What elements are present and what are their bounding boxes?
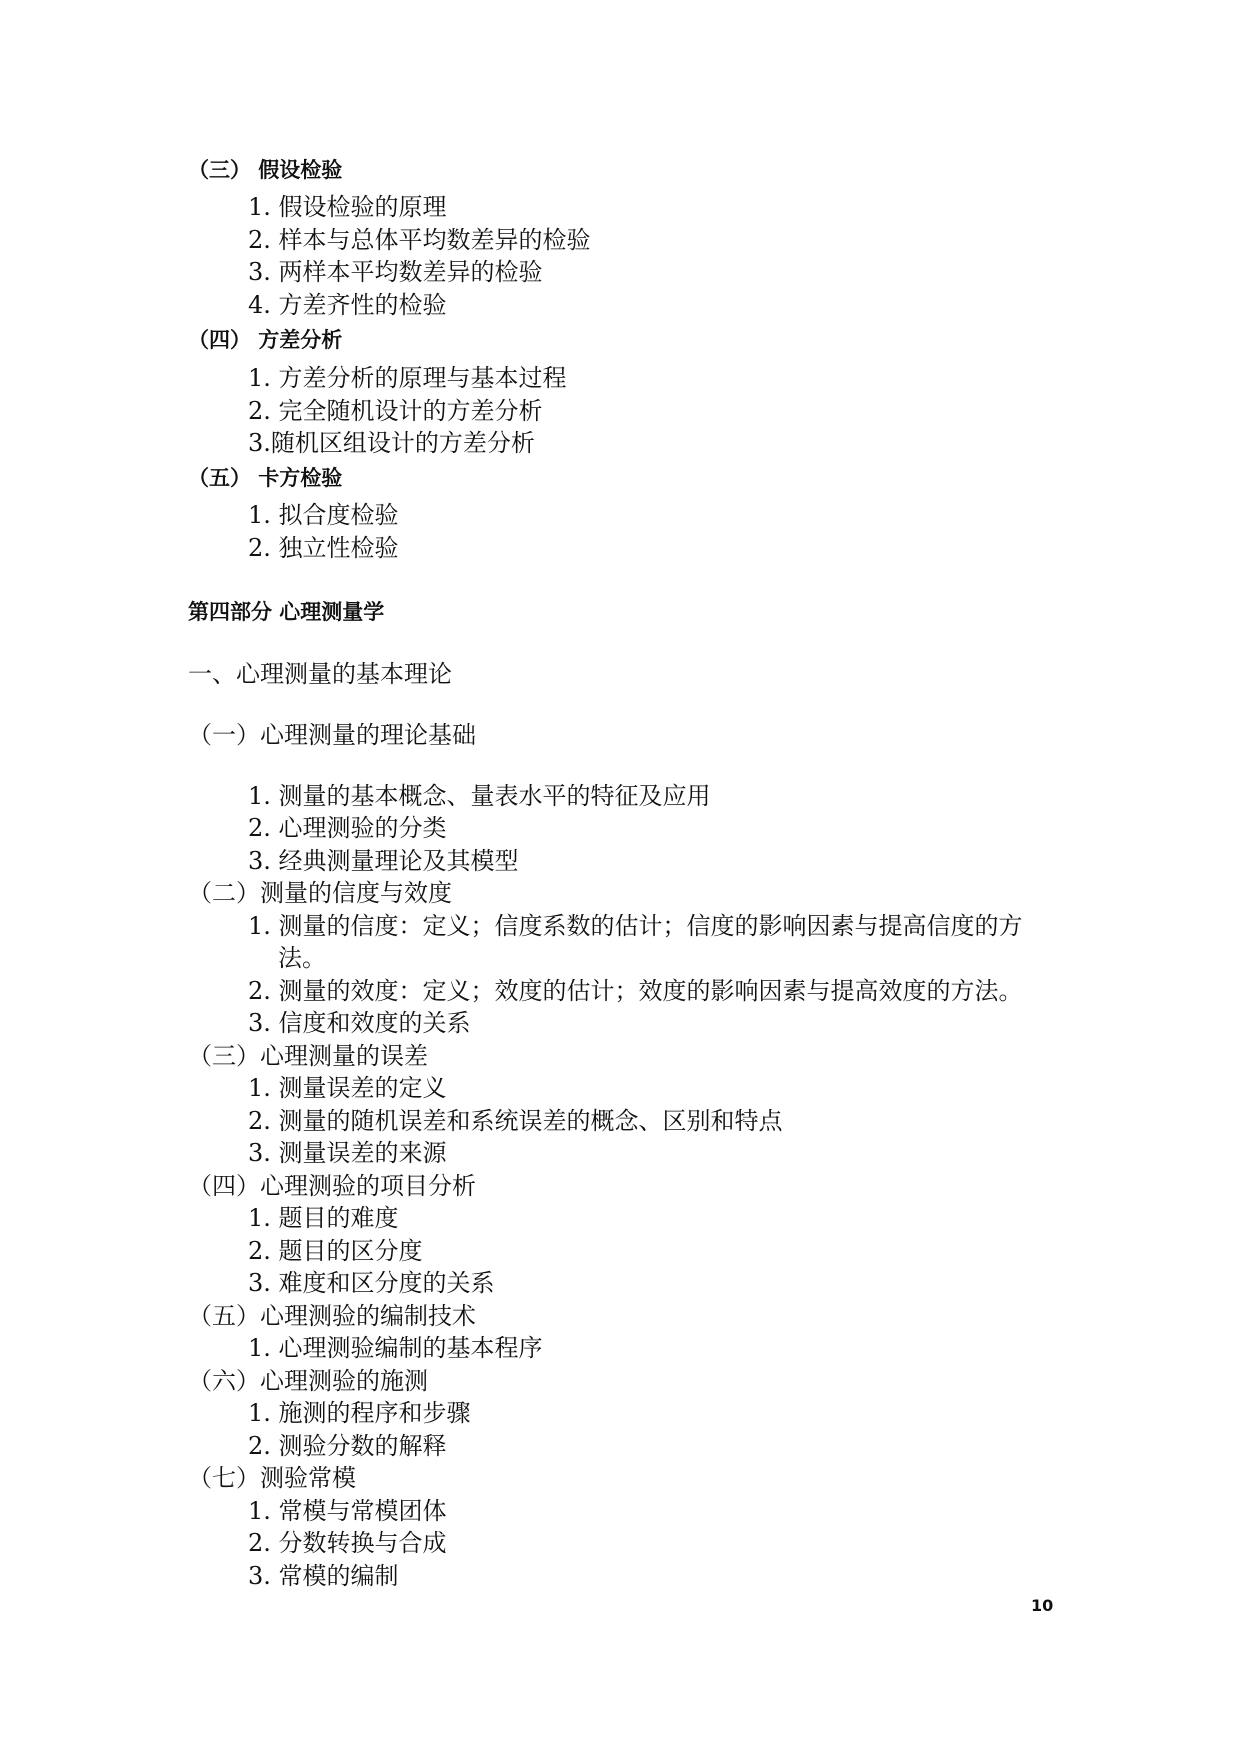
page-number: 10 <box>1031 1596 1054 1615</box>
subsection-heading: （四）心理测验的项目分析 <box>188 1172 476 1200</box>
list-item: 3.随机区组设计的方差分析 <box>248 429 535 457</box>
list-item: 1. 常模与常模团体 <box>248 1497 447 1525</box>
subsection-heading: （七）测验常模 <box>188 1464 356 1492</box>
list-item: 3. 两样本平均数差异的检验 <box>248 258 543 286</box>
chapter-title: 一、心理测量的基本理论 <box>188 660 452 688</box>
list-item: 2. 题目的区分度 <box>248 1237 423 1265</box>
list-item: 4. 方差齐性的检验 <box>248 291 447 319</box>
subsection-heading: （三）心理测量的误差 <box>188 1042 428 1070</box>
list-item-continuation: 法。 <box>278 944 326 972</box>
list-item: 2. 测量的效度：定义；效度的估计；效度的影响因素与提高效度的方法。 <box>248 977 1023 1005</box>
part-title: 第四部分 心理测量学 <box>188 600 385 624</box>
list-item: 2. 测量的随机误差和系统误差的概念、区别和特点 <box>248 1107 783 1135</box>
list-item: 2. 心理测验的分类 <box>248 814 447 842</box>
list-item: 1. 题目的难度 <box>248 1204 399 1232</box>
list-item: 1. 施测的程序和步骤 <box>248 1399 471 1427</box>
list-item: 1. 方差分析的原理与基本过程 <box>248 364 567 392</box>
section-heading-hypothesis-testing: （三） 假设检验 <box>188 158 343 182</box>
list-item: 1. 心理测验编制的基本程序 <box>248 1334 543 1362</box>
section-heading-anova: （四） 方差分析 <box>188 328 343 352</box>
list-item: 2. 分数转换与合成 <box>248 1529 447 1557</box>
list-item: 2. 样本与总体平均数差异的检验 <box>248 226 591 254</box>
list-item: 3. 测量误差的来源 <box>248 1139 447 1167</box>
subsection-heading: （六）心理测验的施测 <box>188 1367 428 1395</box>
section-heading-chi-square: （五） 卡方检验 <box>188 466 343 490</box>
list-item: 3. 难度和区分度的关系 <box>248 1269 495 1297</box>
list-item: 1. 拟合度检验 <box>248 501 399 529</box>
list-item: 3. 常模的编制 <box>248 1562 399 1590</box>
list-item: 1. 测量的基本概念、量表水平的特征及应用 <box>248 782 711 810</box>
list-item: 3. 经典测量理论及其模型 <box>248 847 519 875</box>
list-item: 1. 假设检验的原理 <box>248 193 447 221</box>
list-item: 1. 测量的信度：定义；信度系数的估计；信度的影响因素与提高信度的方 <box>248 912 1023 940</box>
list-item: 2. 完全随机设计的方差分析 <box>248 397 543 425</box>
subsection-heading: （二）测量的信度与效度 <box>188 879 452 907</box>
subsection-heading: （一）心理测量的理论基础 <box>188 721 476 749</box>
list-item: 3. 信度和效度的关系 <box>248 1009 471 1037</box>
list-item: 2. 测验分数的解释 <box>248 1432 447 1460</box>
list-item: 1. 测量误差的定义 <box>248 1074 447 1102</box>
subsection-heading: （五）心理测验的编制技术 <box>188 1302 476 1330</box>
list-item: 2. 独立性检验 <box>248 534 399 562</box>
